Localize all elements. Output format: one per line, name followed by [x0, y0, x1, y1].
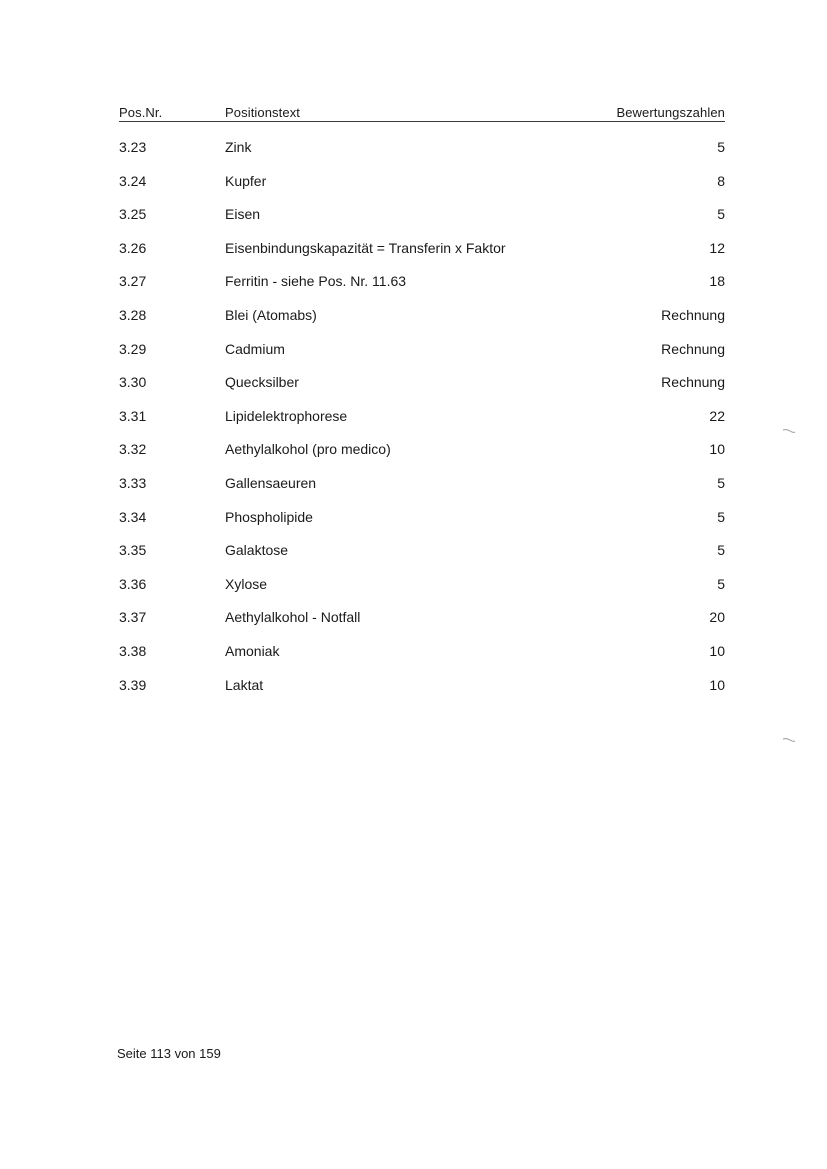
cell-bewertungszahl: 5: [717, 206, 725, 223]
cell-bewertungszahl: Rechnung: [661, 340, 725, 357]
table-row: [119, 542, 725, 576]
table-row: [119, 643, 725, 677]
cell-pos-nr: 3.39: [119, 676, 147, 693]
cell-positionstext: Cadmium: [225, 340, 285, 357]
table-body: [119, 139, 725, 710]
cell-pos-nr: 3.36: [119, 575, 147, 592]
cell-positionstext: Phospholipide: [225, 508, 313, 525]
table-row: [119, 139, 725, 173]
scan-mark: [782, 737, 796, 743]
cell-bewertungszahl: 10: [709, 642, 725, 659]
table-row: [119, 475, 725, 509]
table-row: [119, 206, 725, 240]
cell-bewertungszahl: 18: [709, 273, 725, 290]
cell-pos-nr: 3.24: [119, 172, 147, 189]
cell-pos-nr: 3.25: [119, 206, 147, 223]
table-row: [119, 609, 725, 643]
cell-pos-nr: 3.33: [119, 474, 147, 491]
cell-positionstext: Kupfer: [225, 172, 267, 189]
cell-bewertungszahl: 5: [717, 575, 725, 592]
cell-positionstext: Galaktose: [225, 542, 289, 559]
cell-pos-nr: 3.34: [119, 508, 147, 525]
cell-positionstext: Ferritin - siehe Pos. Nr. 11.63: [225, 273, 407, 290]
cell-positionstext: Laktat: [225, 676, 264, 693]
cell-bewertungszahl: Rechnung: [661, 374, 725, 391]
cell-bewertungszahl: 10: [709, 676, 725, 693]
cell-positionstext: Aethylalkohol - Notfall: [225, 609, 361, 626]
cell-bewertungszahl: 5: [717, 139, 725, 155]
table-header: [119, 104, 725, 122]
cell-positionstext: Gallensaeuren: [225, 474, 317, 491]
column-header-bewertungszahlen: Bewertungszahlen: [616, 105, 725, 120]
scan-mark: [782, 428, 796, 434]
column-header-positionstext: Positionstext: [225, 105, 301, 120]
page-number: Seite 113 von 159: [117, 1046, 221, 1061]
table-row: [119, 341, 725, 375]
table-row: [119, 374, 725, 408]
table-row: [119, 576, 725, 610]
column-header-pos-nr: Pos.Nr.: [119, 105, 163, 120]
cell-pos-nr: 3.37: [119, 609, 147, 626]
cell-pos-nr: 3.28: [119, 306, 147, 323]
cell-positionstext: Aethylalkohol (pro medico): [225, 441, 391, 458]
cell-pos-nr: 3.30: [119, 374, 147, 391]
table-row: [119, 307, 725, 341]
cell-pos-nr: 3.27: [119, 273, 147, 290]
cell-pos-nr: 3.32: [119, 441, 147, 458]
cell-bewertungszahl: 5: [717, 508, 725, 525]
table-row: [119, 441, 725, 475]
cell-positionstext: Eisen: [225, 206, 261, 223]
cell-bewertungszahl: 5: [717, 474, 725, 491]
cell-positionstext: Quecksilber: [225, 374, 299, 391]
table-row: [119, 408, 725, 442]
table-row: [119, 509, 725, 543]
cell-bewertungszahl: 8: [717, 172, 725, 189]
cell-positionstext: Blei (Atomabs): [225, 306, 317, 323]
cell-pos-nr: 3.38: [119, 642, 147, 659]
cell-bewertungszahl: 10: [709, 441, 725, 458]
cell-bewertungszahl: 5: [717, 542, 725, 559]
table-row: [119, 273, 725, 307]
cell-positionstext: Amoniak: [225, 642, 280, 659]
cell-positionstext: Zink: [225, 139, 252, 155]
cell-pos-nr: 3.31: [119, 407, 147, 424]
cell-positionstext: Xylose: [225, 575, 268, 592]
cell-positionstext: Lipidelektrophorese: [225, 407, 348, 424]
cell-bewertungszahl: 12: [709, 239, 725, 256]
cell-pos-nr: 3.26: [119, 239, 147, 256]
cell-bewertungszahl: 22: [709, 407, 725, 424]
cell-pos-nr: 3.35: [119, 542, 147, 559]
cell-bewertungszahl: 20: [709, 609, 725, 626]
cell-pos-nr: 3.23: [119, 139, 147, 155]
cell-positionstext: Eisenbindungskapazität = Transferin x Faktor: [225, 239, 506, 256]
table-row: [119, 677, 725, 711]
table-row: [119, 240, 725, 274]
table-row: [119, 173, 725, 207]
cell-bewertungszahl: Rechnung: [661, 306, 725, 323]
cell-pos-nr: 3.29: [119, 340, 147, 357]
